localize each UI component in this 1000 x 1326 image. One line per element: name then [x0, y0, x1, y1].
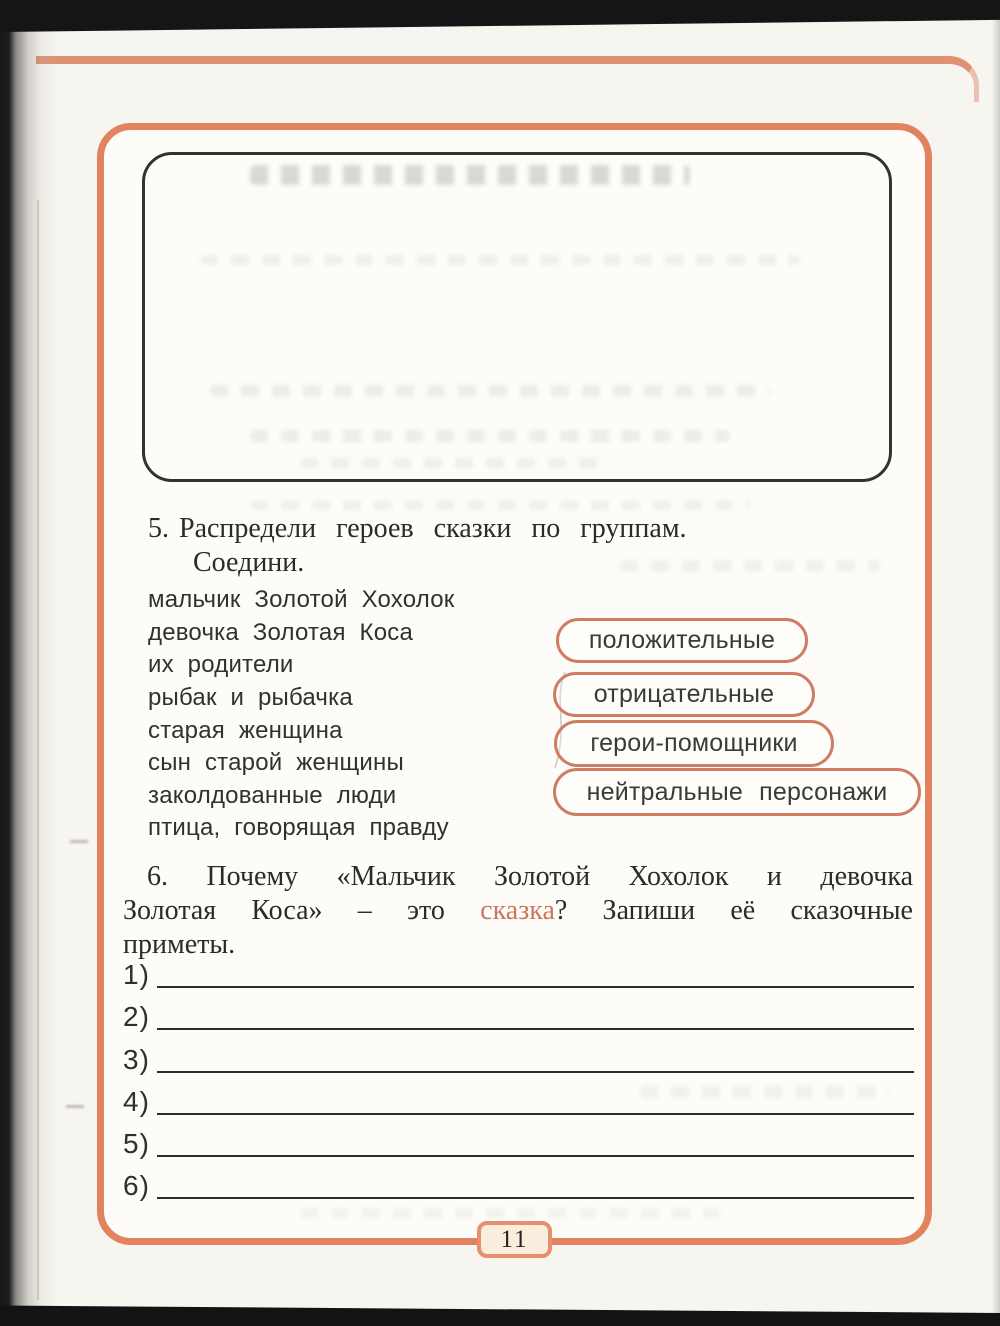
page-number-badge: [477, 1221, 552, 1258]
writing-line[interactable]: [157, 1113, 914, 1115]
group-oval-label: положительные: [588, 626, 776, 654]
blank-line[interactable]: [123, 1035, 914, 1077]
bleed-through-smudge: [620, 560, 880, 572]
group-oval-neutral[interactable]: [553, 768, 921, 816]
writing-line[interactable]: [157, 1071, 914, 1073]
group-oval-label: нейтральные персонажи: [586, 777, 888, 806]
group-oval-helpers[interactable]: [554, 720, 834, 767]
writing-line[interactable]: [157, 1155, 914, 1157]
task6-line2-before: Золотая Коса» – это: [123, 895, 481, 926]
task5-subtitle: Соедини.: [193, 547, 305, 578]
blank-line-label: 6): [123, 1170, 150, 1202]
bleed-through-smudge: [250, 500, 750, 510]
blank-line[interactable]: [123, 1078, 914, 1120]
character-item[interactable]: рыбак и рыбачка: [148, 684, 353, 712]
previous-page-edge: [36, 56, 979, 102]
blank-line-label: 3): [123, 1043, 150, 1075]
task6-line2: [123, 894, 913, 928]
blank-line-label: 1): [123, 959, 150, 991]
character-item[interactable]: девочка Золотая Коса: [148, 618, 414, 646]
bleed-through-smudge: [300, 1208, 720, 1218]
highlighted-word: сказка: [480, 895, 555, 926]
group-oval-label: герои-помощники: [590, 729, 798, 757]
character-item[interactable]: их родители: [148, 651, 294, 679]
scan-edge-bottom: [0, 1301, 1000, 1326]
writing-line[interactable]: [157, 986, 914, 988]
character-item[interactable]: мальчик Золотой Хохолок: [148, 586, 455, 614]
group-oval-negative[interactable]: [553, 672, 815, 717]
scan-edge-top: [0, 0, 1000, 32]
margin-mark: [70, 840, 88, 843]
task6-line1: 6. Почему «Мальчик Золотой Хохолок и девочка: [147, 861, 913, 892]
writing-line[interactable]: [157, 1028, 914, 1030]
task5-header: [148, 512, 828, 545]
group-oval-label: отрицательные: [593, 680, 775, 708]
scan-edge-left: [0, 0, 60, 1326]
character-item[interactable]: сын старой женщины: [148, 749, 404, 777]
task5-number: 5.: [148, 513, 169, 544]
task6-line3: приметы.: [123, 929, 236, 960]
answer-box[interactable]: [142, 152, 892, 482]
task5-title: Распредели героев сказки по группам.: [179, 513, 687, 544]
scan-edge-right: [992, 0, 1000, 1326]
blank-line[interactable]: [123, 1120, 914, 1162]
task6-text: [123, 860, 913, 962]
blank-line[interactable]: [123, 951, 914, 993]
blank-line-label: 4): [123, 1085, 150, 1117]
character-item[interactable]: старая женщина: [148, 716, 343, 744]
task6-line2-after: ? Запиши её сказочные: [554, 895, 913, 926]
page-number: 11: [500, 1225, 529, 1253]
writing-line[interactable]: [157, 1197, 914, 1199]
margin-mark: [66, 1105, 84, 1108]
blank-lines: [123, 951, 914, 1204]
blank-line[interactable]: [123, 993, 914, 1035]
blank-line-label: 2): [123, 1001, 150, 1033]
character-item[interactable]: птица, говорящая правду: [148, 814, 449, 842]
character-item[interactable]: заколдованные люди: [148, 781, 397, 809]
blank-line[interactable]: [123, 1162, 914, 1204]
blank-line-label: 5): [123, 1127, 150, 1159]
character-list: [148, 584, 454, 845]
group-oval-positive[interactable]: [556, 618, 808, 663]
